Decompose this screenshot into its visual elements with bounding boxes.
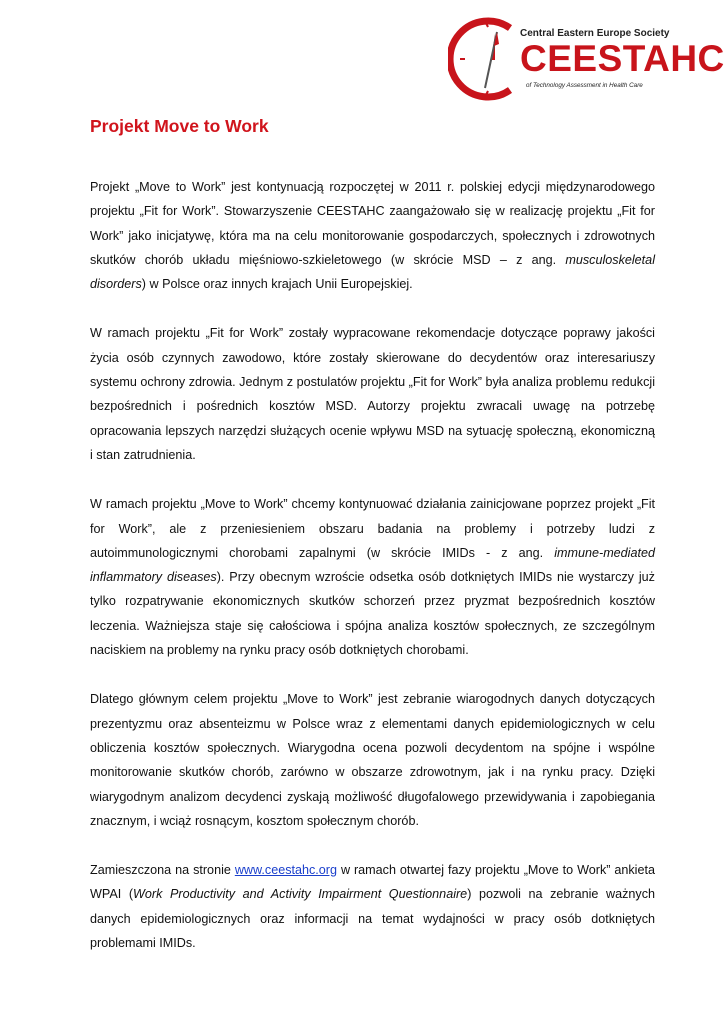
paragraph-text: W ramach projektu „Move to Work” chcemy kontynuować działania zainicjowane poprzez projekt „Fit for Work”, ale z przeniesieniem obszaru badania na problemy i potrzeby ludzi z autoimmunologicznymi chorobami zapalnymi (w skrócie IMIDs - z ang. <box>90 497 655 560</box>
paragraph-text: Dlatego głównym celem projektu „Move to Work” jest zebranie wiarogodnych danych dotyczących prezentyzmu oraz absenteizmu w Polsce wraz z elementami danych epidemiologicznych w celu obliczenia kosztów społecznych. Wiarygodna ocena pozwoli decydentom na spójne i wspólne monitorowanie skutków chorób, zarówno w obszarze zdrowotnym, jak i na rynku pracy. Dzięki wiarygodnym analizom decydenci zyskają możliwość długofalowego przewidywania i zapobiegania znacznym, i wciąż rosnącym, kosztom społecznym chorób. <box>90 692 655 828</box>
page-title: Projekt Move to Work <box>90 116 269 136</box>
paragraph-text: w ramach otwartej fazy projektu „Move to Work” ankieta WPAI ( <box>90 863 655 902</box>
logo-tagline-bottom: of Technology Assessment in Health Care <box>526 82 643 89</box>
paragraph-text: Zamieszczona na stronie <box>90 863 235 878</box>
italic-term: Work Productivity and Activity Impairment Questionnaire <box>133 887 468 902</box>
paragraph-text: ) pozwoli na zebranie ważnych danych epidemiologicznych oraz informacji na temat wydajności w pracy osób dotkniętych problemami IMIDs. <box>90 887 656 951</box>
paragraph-text: ). Przy obecnym wzroście odsetka osób dotkniętych IMIDs nie wystarczy już tylko rozpatrywanie ekonomicznych skutków schorzeń przez pryzmat bezpośrednich kosztów leczenia. Ważniejsza staje się całościowa i spójna analiza kosztów społecznych, ze szczególnym naciskiem na problemy na rynku pracy osób dotkniętych chorobami. <box>90 570 655 658</box>
paragraph-4 <box>90 687 655 833</box>
logo-tagline-top: Central Eastern Europe Society <box>520 28 670 39</box>
document-body <box>90 175 655 980</box>
paragraph-text: ) w Polsce oraz innych krajach Unii Europejskiej. <box>141 277 413 292</box>
paragraph-text: W ramach projektu „Fit for Work” zostały wypracowane rekomendacje dotyczące poprawy jakości życia osób czynnych zawodowo, które zostały skierowane do decydentów oraz interesariuszy systemu ochrony zdrowia. Jednym z postulatów projektu „Fit for Work” była analiza problemu redukcji bezpośrednich i pośrednich kosztów MSD. Autorzy projektu zwracali uwagę na potrzebę opracowania lepszych narzędzi służących ocenie wpływu MSD na sytuację społeczną, ekonomiczną i stan zatrudnienia. <box>90 326 655 462</box>
paragraph-1 <box>90 175 655 296</box>
website-link[interactable]: www.ceestahc.org <box>234 863 338 878</box>
paragraph-2 <box>90 321 655 467</box>
italic-term: musculoskeletal disorders <box>90 252 655 292</box>
paragraph-3 <box>90 492 655 662</box>
paragraph-5 <box>90 858 655 955</box>
italic-term: immune-mediated inflammatory diseases <box>90 545 655 585</box>
paragraph-text: Projekt „Move to Work” jest kontynuacją rozpoczętej w 2011 r. polskiej edycji międzynarodowego projektu „Fit for Work”. Stowarzyszenie CEESTAHC zaangażowało się w realizację projektu „Fit for Work” jako inicjatywę, która ma na celu monitorowanie gospodarczych, społecznych i zdrowotnych skutków chorób układu mięśniowo-szkieletowego (w skrócie MSD – z ang. <box>90 180 655 267</box>
logo-name: CEESTAHC <box>520 38 725 79</box>
